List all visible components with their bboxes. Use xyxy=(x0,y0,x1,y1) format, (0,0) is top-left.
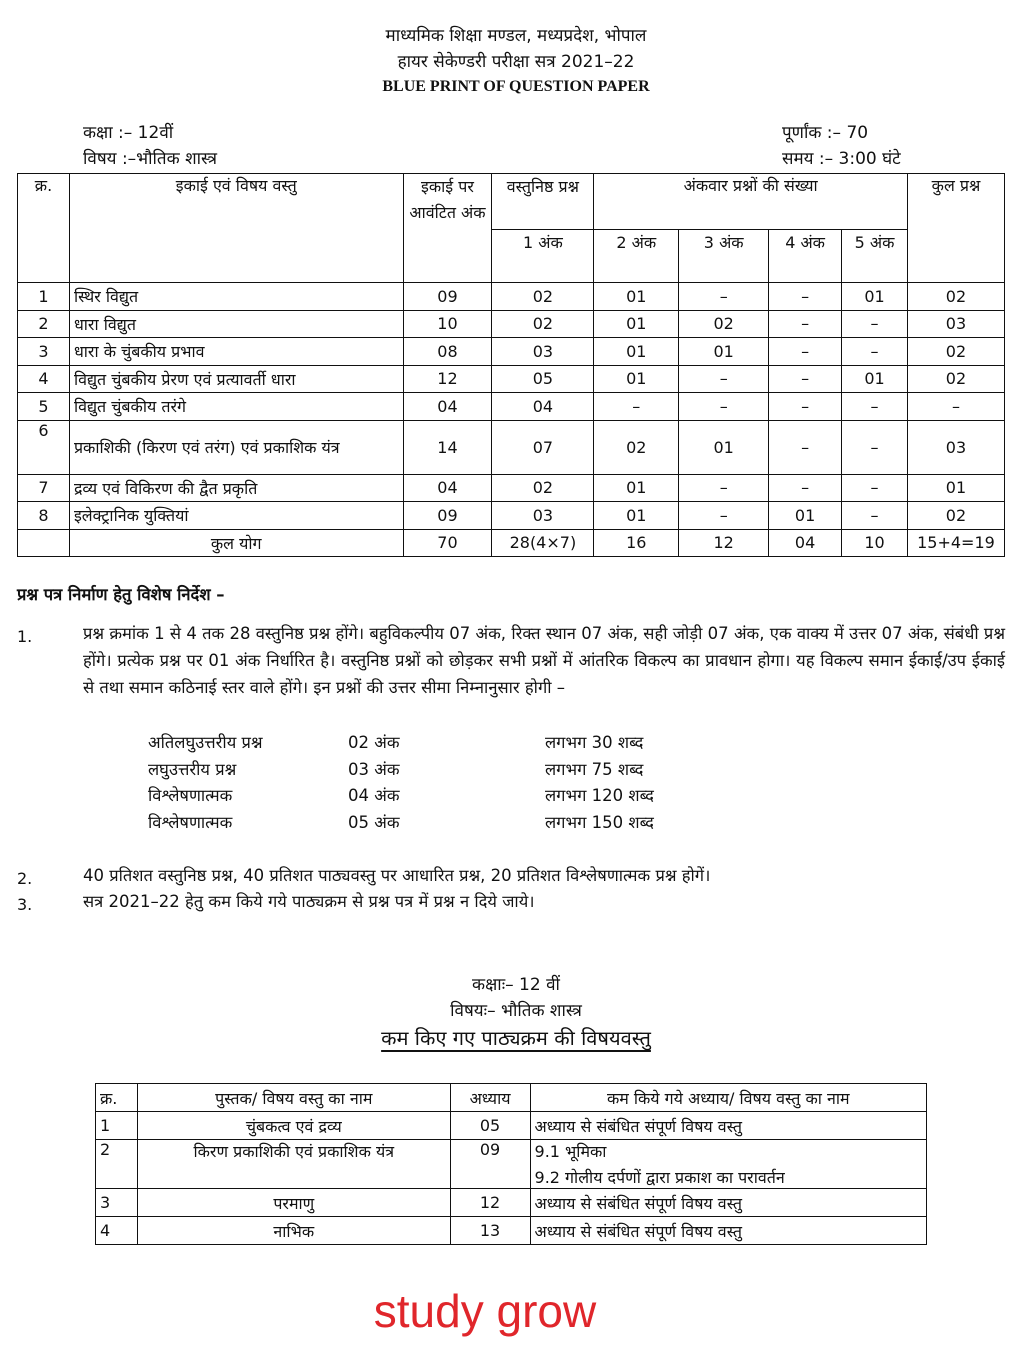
cell-m4: – xyxy=(769,283,842,311)
cell-total: 03 xyxy=(907,420,1004,474)
cell-m3: 01 xyxy=(679,420,769,474)
cell-unit: विद्युत चुंबकीय प्रेरण एवं प्रत्यावर्ती धारा xyxy=(69,365,403,393)
cell-obj: 04 xyxy=(492,393,594,421)
cell-alloc: 10 xyxy=(403,310,492,338)
cell-alloc: 04 xyxy=(403,474,492,502)
cut-cell-book: किरण प्रकाशिकी एवं प्रकाशिक यंत्र xyxy=(137,1140,450,1189)
max-marks-label: पूर्णांक :– 70 xyxy=(782,123,869,143)
reduced-class: कक्षाः– 12 वीं xyxy=(472,975,560,995)
reduced-subject: विषयः– भौतिक शास्त्र xyxy=(450,1001,582,1021)
cut-cell-content xyxy=(530,1140,926,1189)
cell-m4: – xyxy=(769,393,842,421)
header-total: कुल प्रश्न xyxy=(907,174,1004,283)
cut-cell-book: परमाणु xyxy=(137,1189,450,1217)
content-line: 9.2 गोलीय दर्पणों द्वारा प्रकाश का परावर्तन xyxy=(534,1168,785,1187)
cell-m2: 01 xyxy=(594,338,679,366)
cut-cell-sno: 2 xyxy=(96,1140,138,1189)
cell-obj: 03 xyxy=(492,502,594,530)
reduced-row xyxy=(96,1189,927,1217)
header-m2: 2 अंक xyxy=(594,230,679,283)
header-markwise: अंकवार प्रश्नों की संख्या xyxy=(594,174,908,230)
blueprint-row xyxy=(18,474,1005,502)
cell-obj: 05 xyxy=(492,365,594,393)
reduced-row xyxy=(96,1217,927,1245)
cell-total: 02 xyxy=(907,365,1004,393)
header-sno: क्र. xyxy=(18,174,70,283)
limit-words: लगभग 120 शब्द xyxy=(545,786,654,805)
reduced-row xyxy=(96,1112,927,1140)
header-objective: वस्तुनिष्ठ प्रश्न xyxy=(492,174,594,230)
cell-m3: – xyxy=(679,502,769,530)
limit-marks: 05 अंक xyxy=(348,812,400,832)
cell-unit: विद्युत चुंबकीय तरंगे xyxy=(69,393,403,421)
cell-alloc: 09 xyxy=(403,283,492,311)
reduced-title: कम किए गए पाठ्यक्रम की विषयवस्तु xyxy=(381,1026,651,1050)
class-label: कक्षा :– 12वीं xyxy=(83,123,174,143)
cut-cell-sno: 4 xyxy=(96,1217,138,1245)
cell-m5: – xyxy=(842,474,908,502)
content-line: 9.1 भूमिका xyxy=(534,1142,607,1161)
limit-words: लगभग 30 शब्द xyxy=(545,733,644,752)
cell-m5: – xyxy=(842,420,908,474)
cut-header-book: पुस्तक/ विषय वस्तु का नाम xyxy=(137,1084,450,1112)
cell-m4: – xyxy=(769,310,842,338)
cell-total: 02 xyxy=(907,502,1004,530)
cell-unit: प्रकाशिकी (किरण एवं तरंग) एवं प्रकाशिक यंत्र xyxy=(69,420,403,474)
cell-m3: 01 xyxy=(679,338,769,366)
cell-m4: 01 xyxy=(769,502,842,530)
cell-sno: 6 xyxy=(18,420,70,474)
cell-alloc: 08 xyxy=(403,338,492,366)
cell-unit: धारा विद्युत xyxy=(69,310,403,338)
blueprint-row xyxy=(18,283,1005,311)
blueprint-row xyxy=(18,393,1005,421)
cell-m3: – xyxy=(679,393,769,421)
cut-cell-content xyxy=(530,1217,926,1245)
content-line: अध्याय से संबंधित संपूर्ण विषय वस्तु xyxy=(534,1221,743,1241)
content-line: अध्याय से संबंधित संपूर्ण विषय वस्तु xyxy=(534,1116,743,1136)
total-m2: 16 xyxy=(594,529,679,557)
reduced-syllabus-table xyxy=(95,1083,927,1245)
item2-text: 40 प्रतिशत वस्तुनिष्ठ प्रश्न, 40 प्रतिशत पाठ्यवस्तु पर आधारित प्रश्न, 20 प्रतिशत विश्लेषणात्मक प्रश्न होगें। xyxy=(83,866,711,885)
time-label: समय :– 3:00 घंटे xyxy=(782,149,901,169)
cell-unit: धारा के चुंबकीय प्रभाव xyxy=(69,338,403,366)
cut-header-chapter: अध्याय xyxy=(450,1084,530,1112)
cut-header-content: कम किये गये अध्याय/ विषय वस्तु का नाम xyxy=(530,1084,926,1112)
cell-m5: 01 xyxy=(842,283,908,311)
cell-alloc: 14 xyxy=(403,420,492,474)
cell-total: 02 xyxy=(907,283,1004,311)
cell-m4: – xyxy=(769,420,842,474)
cell-m2: 01 xyxy=(594,502,679,530)
limit-type: विश्लेषणात्मक xyxy=(148,786,233,805)
limit-type: लघुउत्तरीय प्रश्न xyxy=(148,759,237,779)
blueprint-table xyxy=(17,173,1005,557)
cut-header-sno: क्र. xyxy=(96,1084,138,1112)
reduced-row xyxy=(96,1140,927,1189)
limit-marks: 02 अंक xyxy=(348,733,400,752)
answer-limit-row xyxy=(148,783,708,810)
cut-cell-chapter: 05 xyxy=(450,1112,530,1140)
cell-m5: – xyxy=(842,310,908,338)
answer-limits xyxy=(148,730,708,836)
cut-cell-chapter: 13 xyxy=(450,1217,530,1245)
total-m3: 12 xyxy=(679,529,769,557)
cell-obj: 02 xyxy=(492,474,594,502)
cell-obj: 03 xyxy=(492,338,594,366)
header-m3: 3 अंक xyxy=(679,230,769,283)
cell-sno: 5 xyxy=(18,393,70,421)
total-m4: 04 xyxy=(769,529,842,557)
cell-m4: – xyxy=(769,365,842,393)
answer-limit-row xyxy=(148,810,708,837)
watermark-text: study grow xyxy=(373,1285,597,1337)
blueprint-row xyxy=(18,502,1005,530)
cut-cell-book: चुंबकत्व एवं द्रव्य xyxy=(137,1112,450,1140)
cell-alloc: 12 xyxy=(403,365,492,393)
header-marks-alloc: इकाई पर आवंटित अंक xyxy=(403,174,492,283)
item3-number: 3. xyxy=(17,895,33,914)
cell-m2: 01 xyxy=(594,283,679,311)
header-m4: 4 अंक xyxy=(769,230,842,283)
total-questions: 15+4=19 xyxy=(907,529,1004,557)
cell-m3: – xyxy=(679,283,769,311)
header-m5: 5 अंक xyxy=(842,230,908,283)
cut-cell-sno: 3 xyxy=(96,1189,138,1217)
cut-cell-content xyxy=(530,1189,926,1217)
answer-limit-row xyxy=(148,757,708,784)
cell-unit: इलेक्ट्रानिक युक्तियां xyxy=(69,502,403,530)
cell-total: 01 xyxy=(907,474,1004,502)
cell-alloc: 04 xyxy=(403,393,492,421)
item2-number: 2. xyxy=(17,869,33,888)
header-m1: 1 अंक xyxy=(492,230,594,283)
item1-number: 1. xyxy=(17,627,33,646)
blueprint-title: BLUE PRINT OF QUESTION PAPER xyxy=(382,78,650,95)
cut-cell-content xyxy=(530,1112,926,1140)
blueprint-row xyxy=(18,365,1005,393)
limit-marks: 03 अंक xyxy=(348,759,400,779)
cell-m3: – xyxy=(679,365,769,393)
total-m5: 10 xyxy=(842,529,908,557)
cell-total: – xyxy=(907,393,1004,421)
cell-m2: 01 xyxy=(594,474,679,502)
limit-type: विश्लेषणात्मक xyxy=(148,812,233,832)
blueprint-row xyxy=(18,338,1005,366)
cell-unit: स्थिर विद्युत xyxy=(69,283,403,311)
total-alloc: 70 xyxy=(403,529,492,557)
cell-m2: – xyxy=(594,393,679,421)
limit-words: लगभग 75 शब्द xyxy=(545,759,644,779)
content-line: अध्याय से संबंधित संपूर्ण विषय वस्तु xyxy=(534,1193,743,1213)
cell-obj: 02 xyxy=(492,310,594,338)
total-row xyxy=(18,529,1005,557)
total-label: कुल योग xyxy=(69,529,403,557)
cell-m3: – xyxy=(679,474,769,502)
answer-limit-row xyxy=(148,730,708,757)
cell-obj: 07 xyxy=(492,420,594,474)
item3-text: सत्र 2021–22 हेतु कम किये गये पाठ्यक्रम से प्रश्न पत्र में प्रश्न न दिये जाये। xyxy=(83,892,535,911)
cell-m5: – xyxy=(842,502,908,530)
limit-words: लगभग 150 शब्द xyxy=(545,812,654,832)
cell-alloc: 09 xyxy=(403,502,492,530)
header-unit: इकाई एवं विषय वस्तु xyxy=(69,174,403,283)
cell-sno: 7 xyxy=(18,474,70,502)
cut-cell-sno: 1 xyxy=(96,1112,138,1140)
cut-cell-book: नाभिक xyxy=(137,1217,450,1245)
cell-m3: 02 xyxy=(679,310,769,338)
cell-m2: 02 xyxy=(594,420,679,474)
exam-title: हायर सेकेण्डरी परीक्षा सत्र 2021–22 xyxy=(397,52,635,72)
cell-total: 03 xyxy=(907,310,1004,338)
total-obj: 28(4×7) xyxy=(492,529,594,557)
blueprint-row xyxy=(18,310,1005,338)
cell-sno: 4 xyxy=(18,365,70,393)
item1-text: प्रश्न क्रमांक 1 से 4 तक 28 वस्तुनिष्ठ प्रश्न होंगे। बहुविकल्पीय 07 अंक, रिक्त स्थान 07 अंक, सही जोड़ी 07 अंक, एक वाक्य में उत्तर 07 अंक, संबंधी प्रश्न होंगे। प्रत्येक प्रश्न पर 01 अंक निर्धारित है। वस्तुनिष्ठ प्रश्नों को छोड़कर सभी प्रश्नों में आंतरिक विकल्प का प्रावधान होगा। यह विकल्प समान ईकाई/उप ईकाई से तथा समान कठिनाई स्तर वाले होंगे। इन प्रश्नों की उत्तर सीमा निम्नानुसार होगी – xyxy=(83,624,1005,697)
cell-sno: 3 xyxy=(18,338,70,366)
cell-sno: 2 xyxy=(18,310,70,338)
cell-m2: 01 xyxy=(594,310,679,338)
instructions-title: प्रश्न पत्र निर्माण हेतु विशेष निर्देश – xyxy=(17,585,225,604)
blueprint-row xyxy=(18,420,1005,474)
cell-m4: – xyxy=(769,474,842,502)
cell-m5: – xyxy=(842,393,908,421)
cut-cell-chapter: 12 xyxy=(450,1189,530,1217)
cell-m2: 01 xyxy=(594,365,679,393)
cell-obj: 02 xyxy=(492,283,594,311)
cell-m4: – xyxy=(769,338,842,366)
cell-m5: – xyxy=(842,338,908,366)
board-title: माध्यमिक शिक्षा मण्डल, मध्यप्रदेश, भोपाल xyxy=(385,26,647,46)
limit-marks: 04 अंक xyxy=(348,786,400,805)
cut-cell-chapter: 09 xyxy=(450,1140,530,1189)
subject-label: विषय :–भौतिक शास्त्र xyxy=(83,149,218,169)
cell-unit: द्रव्य एवं विकिरण की द्वैत प्रकृति xyxy=(69,474,403,502)
cell-sno: 1 xyxy=(18,283,70,311)
limit-type: अतिलघुउत्तरीय प्रश्न xyxy=(148,733,263,752)
cell-m5: 01 xyxy=(842,365,908,393)
cell-total: 02 xyxy=(907,338,1004,366)
cell-sno: 8 xyxy=(18,502,70,530)
